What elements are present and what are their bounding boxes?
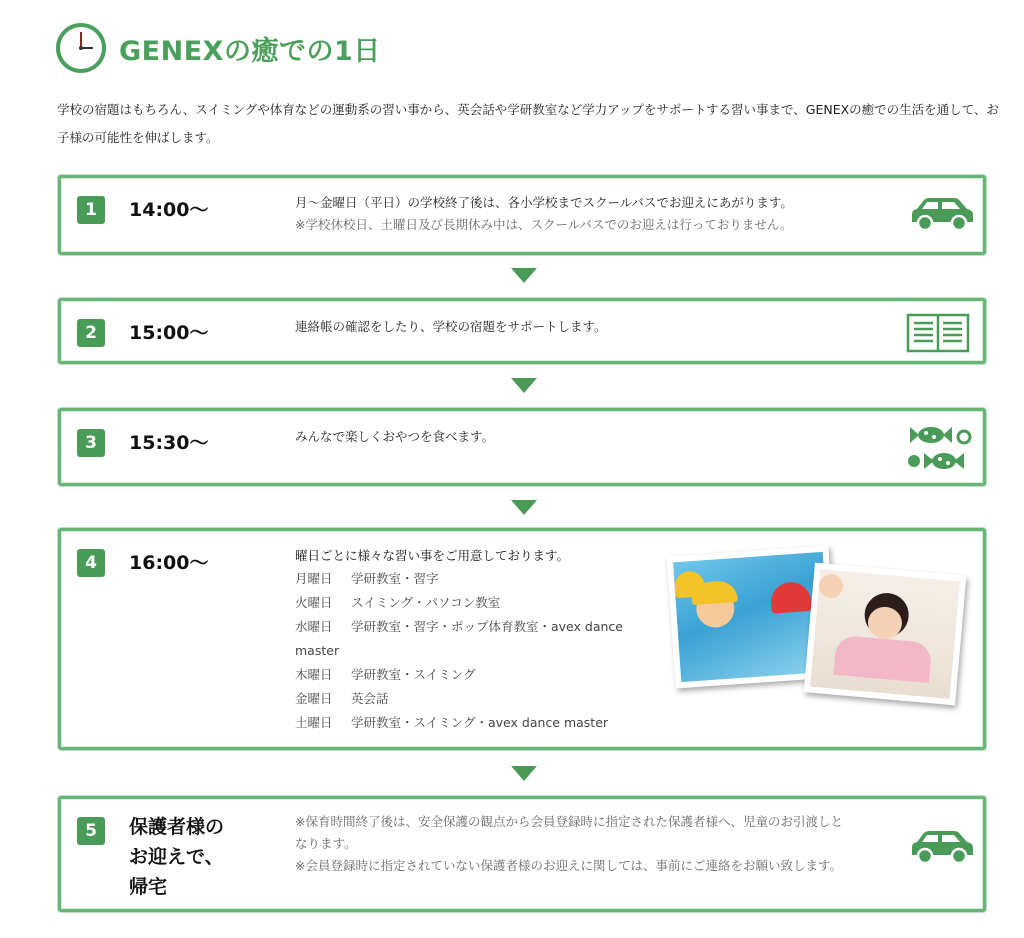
car-icon <box>908 196 976 238</box>
step-note: ※保育時間終了後は、安全保護の観点から会員登録時に指定された保護者様へ、児童のお引渡しと <box>295 814 843 829</box>
schedule-row: 金曜日 英会話 <box>295 691 389 706</box>
step-number: 5 <box>77 817 105 845</box>
step-time: 15:30～ <box>129 432 209 454</box>
timeline-arrow <box>511 766 537 781</box>
timeline-arrow <box>511 500 537 515</box>
schedule-row: 火曜日 スイミング・パソコン教室 <box>295 595 501 610</box>
clock-icon <box>55 22 107 74</box>
page-title: GENEXの癒での1日 <box>119 35 381 67</box>
step-description <box>295 811 915 877</box>
step-note: ※学校休校日、土曜日及び長期休み中は、スクールバスでのお迎えは行っておりません。 <box>295 217 793 232</box>
timeline-step-2 <box>58 298 986 364</box>
timeline-step-1 <box>58 175 986 255</box>
schedule-row: 水曜日 学研教室・習字・ポップ体育教室・avex dance <box>295 619 623 634</box>
schedule-row: 土曜日 学研教室・スイミング・avex dance master <box>295 715 609 730</box>
candy-icon <box>906 421 974 477</box>
section-header <box>55 18 381 78</box>
step-text: 連絡帳の確認をしたり、学校の宿題をサポートします。 <box>295 319 607 334</box>
step-time: 15:00～ <box>129 322 209 344</box>
intro-text: 学校の宿題はもちろん、スイミングや体育などの運動系の習い事から、英会話や学研教室など学力アップをサポートする習い事まで、GENEXの癒での生活を通して、お子様の可能性を伸ばします。 <box>57 102 999 145</box>
timeline-step-3 <box>58 408 986 486</box>
step-text: 曜日ごとに様々な習い事をご用意しております。 <box>295 548 570 563</box>
studying-girl-photo <box>804 563 967 706</box>
step-number: 1 <box>77 196 105 224</box>
step-time: 16:00～ <box>129 552 209 574</box>
book-icon <box>906 313 970 357</box>
step-description <box>295 192 915 236</box>
timeline-step-4 <box>58 528 986 750</box>
step-description <box>295 426 494 448</box>
step-number: 4 <box>77 549 105 577</box>
step-number: 2 <box>77 319 105 347</box>
timeline-step-5 <box>58 796 986 912</box>
schedule-row: 木曜日 学研教室・スイミング <box>295 667 476 682</box>
step-description <box>295 316 607 338</box>
step-description <box>295 545 655 735</box>
step-note: ※会員登録時に指定されていない保護者様のお迎えに関しては、事前にご連絡をお願い致します。 <box>295 858 842 873</box>
car-icon <box>908 829 976 871</box>
step-note: なります。 <box>295 836 357 851</box>
lesson-schedule <box>295 567 655 735</box>
schedule-row: 月曜日 学研教室・習字 <box>295 571 439 586</box>
timeline-arrow <box>511 268 537 283</box>
schedule-row: master <box>295 643 340 658</box>
step-time-label: 保護者様の お迎えで、 帰宅 <box>129 816 225 898</box>
step-number: 3 <box>77 429 105 457</box>
step-time: 14:00～ <box>129 199 209 221</box>
timeline-arrow <box>511 378 537 393</box>
step-text: みんなで楽しくおやつを食べます。 <box>295 429 495 444</box>
step-text: 月～金曜日（平日）の学校終了後は、各小学校までスクールバスでお迎えにあがります。 <box>295 195 793 210</box>
